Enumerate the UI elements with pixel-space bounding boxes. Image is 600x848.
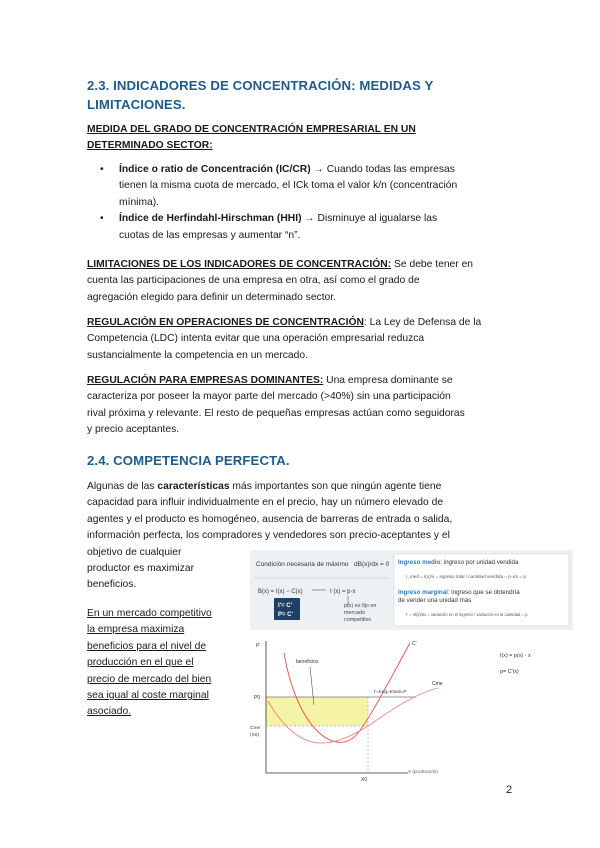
cost-graph — [248, 633, 570, 783]
note-line-3: competitivo — [344, 617, 372, 623]
bullet-text: Cuando todas las empresas — [326, 164, 455, 175]
ingreso-medio-text: : ingreso por unidad vendida — [440, 559, 519, 566]
formula-box — [250, 550, 573, 630]
regulacion-heading: REGULACIÓN EN OPERACIONES DE CONCENTRACIÓN — [87, 317, 364, 328]
paragraph-text: más importantes son que ningún agente tiene — [229, 481, 442, 492]
cprime-label: C' — [412, 641, 417, 647]
i-equation: I (x) = p·x — [330, 589, 356, 595]
ingreso-marginal-text: : ingreso que se obtendría — [447, 589, 520, 596]
paragraph-line: la empresa maximiza — [87, 624, 185, 636]
ingreso-medio-line — [398, 559, 519, 566]
bullet-text: tienen la misma cuota de mercado, el ICk toma el valor k/n (concentración — [119, 180, 458, 192]
paragraph-line: sea igual al coste marginal — [87, 690, 209, 702]
section-heading-2-3 — [87, 76, 433, 114]
paragraph-line: En un mercado competitivo — [87, 608, 212, 619]
paragraph-text: Competencia (LDC) intenta evitar que una operación empresarial reduzca — [87, 333, 425, 345]
img-label: I'=Img=Imed=P — [374, 690, 407, 695]
maximiza-paragraph — [87, 606, 247, 721]
paragraph-text: Se debe tener en — [391, 259, 474, 270]
b-equation: B(x) = I(x) − C(x) — [258, 589, 303, 595]
cme-right-label: Cme — [432, 681, 443, 687]
paragraph-text: agregación elegido para definir un determinado sector. — [87, 291, 337, 303]
paragraph-line: beneficios para el nivel de — [87, 640, 207, 652]
paragraph-text: : La Ley de Defensa de la — [363, 317, 482, 328]
section-heading-2-4: 2.4. COMPETENCIA PERFECTA. — [87, 453, 290, 468]
result-line-1: I'= C' — [278, 603, 293, 609]
page-number: 2 — [506, 784, 513, 796]
paragraph-line: asociado. — [87, 706, 132, 718]
arrow-icon: → — [310, 164, 327, 175]
medida-line-1: MEDIDA DEL GRADO DE CONCENTRACIÓN EMPRESARIAL EN UN — [87, 124, 416, 135]
list-item-ic-cr — [87, 162, 517, 211]
formula-right-2: p= C'(x) — [500, 669, 519, 675]
paragraph-text: cuenta las participaciones de una empresa en otra, así como el grado de — [87, 275, 420, 287]
derivative-formula: dB(x)/dx = 0 — [354, 561, 390, 568]
p0-label: P0 — [254, 695, 261, 701]
ingreso-marginal-label: Ingreso marginal — [398, 589, 448, 596]
heading-line-2: LIMITACIONES. — [87, 97, 186, 112]
bullet-icon: • — [100, 164, 104, 175]
ingreso-marginal-line — [398, 589, 520, 596]
bullet-text: cuotas de las empresas y aumentar “n”. — [119, 229, 301, 241]
bold-term: características — [157, 481, 230, 492]
paragraph-text: capacidad para influir individualmente en el precio, hay un número elevado de — [87, 497, 444, 509]
dominantes-heading: REGULACIÓN PARA EMPRESAS DOMINANTES: — [87, 375, 324, 386]
bullet-icon: • — [100, 213, 104, 225]
ingreso-marginal-text-2: de vender una unidad más — [398, 597, 472, 604]
cme-left-label-2: (X0) — [250, 733, 260, 738]
paragraph-line: producción en el que el — [87, 657, 194, 669]
paragraph-line: precio de mercado del bien — [87, 673, 212, 685]
note-line-2: mercado — [344, 610, 365, 616]
paragraph-text: productor es maximizar — [87, 563, 195, 575]
bullet-bold-text: Índice de Herfindahl-Hirschman (HHI) — [119, 213, 302, 225]
bullet-bold-text: Índice o ratio de Concentración (IC/CR) — [119, 164, 311, 175]
concentration-index-list — [87, 162, 517, 244]
paragraph-text: información perfecta, los compradores y vendedores son precio-aceptantes y el — [87, 530, 450, 542]
note-line-1: p(x) es fijo en — [344, 603, 377, 609]
paragraph-text: sustancialmente la competencia en un mercado. — [87, 349, 308, 361]
ingreso-medio-formula: I_med = I(x)/x = ingreso total / cantidad vendida = p·x/x = p — [406, 574, 527, 579]
medida-line-2: DETERMINADO SECTOR: — [87, 140, 213, 152]
paragraph-text: Una empresa dominante se — [323, 375, 453, 386]
list-item-hhi — [87, 211, 517, 244]
paragraph-text: objetivo de cualquier — [87, 546, 182, 558]
paragraph-text: agentes y el producto es homogéneo, ausencia de barreras de entrada o salida, — [87, 513, 453, 525]
arrow-icon: → — [301, 213, 318, 225]
x-axis-note: X (producción) — [408, 769, 438, 774]
bullet-text: Disminuye al igualarse las — [317, 213, 438, 225]
bullet-text: mínima). — [119, 196, 160, 208]
formula-right-1: I(x) = p(x) · x — [500, 653, 531, 659]
heading-line-1: 2.3. INDICADORES DE CONCENTRACIÓN: MEDIDAS Y — [87, 78, 434, 93]
regulacion-paragraph — [87, 315, 517, 364]
beneficios-label: beneficios — [296, 659, 319, 665]
limitaciones-heading: LIMITACIONES DE LOS INDICADORES DE CONCENTRACIÓN: — [87, 259, 392, 270]
dominantes-paragraph — [87, 373, 517, 439]
condicion-label: Condición necesaria de máximo — [256, 561, 349, 568]
paragraph-text: caracteriza por poseer la mayor parte del mercado (>40%) sin una participación — [87, 391, 451, 403]
ingreso-medio-label: Ingreso medio — [398, 559, 441, 566]
paragraph-text: y precio aceptantes. — [87, 424, 180, 436]
y-axis-label: P — [256, 643, 260, 649]
limitaciones-paragraph — [87, 257, 517, 306]
paragraph-text: rival próxima y relevante. El resto de pequeñas empresas actúan como seguidoras — [87, 407, 465, 419]
beneficios-area — [266, 697, 368, 726]
result-line-2: P= C' — [278, 612, 293, 618]
x0-label: X0 — [361, 777, 368, 783]
paragraph-text: Algunas de las — [87, 481, 158, 492]
paragraph-text: beneficios. — [87, 579, 137, 591]
medida-heading — [87, 122, 517, 155]
ingreso-marginal-formula: I' = ∂I(x)/∂x = variación en el ingreso / variación en la cantidad = p — [406, 612, 528, 617]
cme-left-label-1: Cme — [250, 726, 261, 731]
